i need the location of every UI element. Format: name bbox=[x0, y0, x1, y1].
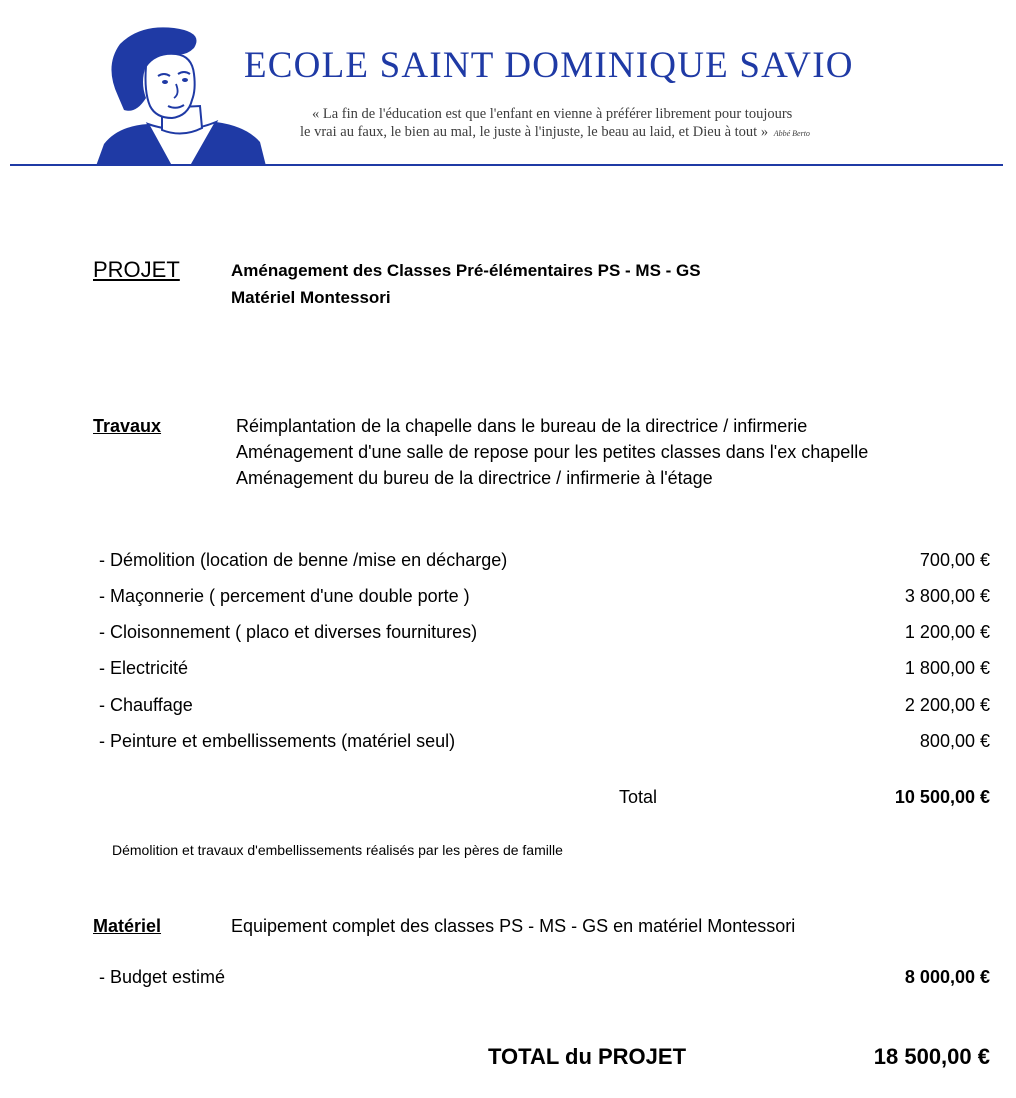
projet-title-line-1: Aménagement des Classes Pré-élémentaires PS - MS - GS bbox=[231, 261, 701, 280]
cost-label: - Démolition (location de benne /mise en décharge) bbox=[99, 550, 508, 570]
cost-amount: 1 800,00 € bbox=[904, 658, 990, 678]
projet-title-line-2: Matériel Montessori bbox=[231, 288, 391, 307]
school-logo-portrait bbox=[96, 26, 266, 166]
cost-row-chauffage bbox=[99, 695, 990, 719]
header-divider bbox=[10, 164, 1003, 166]
cost-amount: 800,00 € bbox=[919, 731, 990, 751]
school-quote-line-1: « La fin de l'éducation est que l'enfant en vienne à préférer librement pour toujours bbox=[312, 106, 793, 122]
quote-text: le vrai au faux, le bien au mal, le juste à l'injuste, le beau au laid, et Dieu à tout » bbox=[300, 124, 769, 140]
travaux-label: Travaux bbox=[93, 416, 162, 436]
cost-row-cloisonnement bbox=[99, 622, 990, 646]
cost-amount: 1 200,00 € bbox=[904, 622, 990, 642]
cost-label: - Electricité bbox=[99, 658, 189, 678]
cost-label: - Chauffage bbox=[99, 695, 193, 715]
cost-amount: 3 800,00 € bbox=[904, 586, 990, 606]
materiel-description: Equipement complet des classes PS - MS - GS en matériel Montessori bbox=[231, 916, 796, 936]
cost-row-demolition bbox=[99, 550, 990, 574]
cost-row-electricite bbox=[99, 658, 990, 682]
quote-author: Abbé Berto bbox=[773, 129, 810, 138]
cost-amount: 700,00 € bbox=[919, 550, 990, 570]
travaux-total-value: 10 500,00 € bbox=[894, 787, 990, 807]
budget-label: - Budget estimé bbox=[99, 967, 226, 987]
travaux-note: Démolition et travaux d'embellissements réalisés par les pères de famille bbox=[112, 842, 563, 858]
budget-value: 8 000,00 € bbox=[904, 967, 990, 987]
grand-total-label: TOTAL du PROJET bbox=[488, 1044, 687, 1069]
cost-row-peinture bbox=[99, 731, 990, 755]
school-name: ECOLE SAINT DOMINIQUE SAVIO bbox=[244, 45, 854, 86]
projet-label: PROJET bbox=[93, 257, 180, 282]
travaux-description: Aménagement du bureu de la directrice / infirmerie à l'étage bbox=[236, 468, 713, 488]
materiel-label: Matériel bbox=[93, 916, 162, 936]
cost-row-maconnerie bbox=[99, 586, 990, 610]
travaux-description: Réimplantation de la chapelle dans le bureau de la directrice / infirmerie bbox=[236, 416, 808, 436]
cost-label: - Cloisonnement ( placo et diverses fournitures) bbox=[99, 622, 478, 642]
travaux-description: Aménagement d'une salle de repose pour les petites classes dans l'ex chapelle bbox=[236, 442, 869, 462]
school-quote-line-2 bbox=[300, 124, 810, 141]
grand-total-value: 18 500,00 € bbox=[873, 1044, 990, 1069]
cost-label: - Maçonnerie ( percement d'une double porte ) bbox=[99, 586, 470, 606]
cost-amount: 2 200,00 € bbox=[904, 695, 990, 715]
travaux-total-label: Total bbox=[619, 787, 658, 807]
cost-label: - Peinture et embellissements (matériel seul) bbox=[99, 731, 456, 751]
